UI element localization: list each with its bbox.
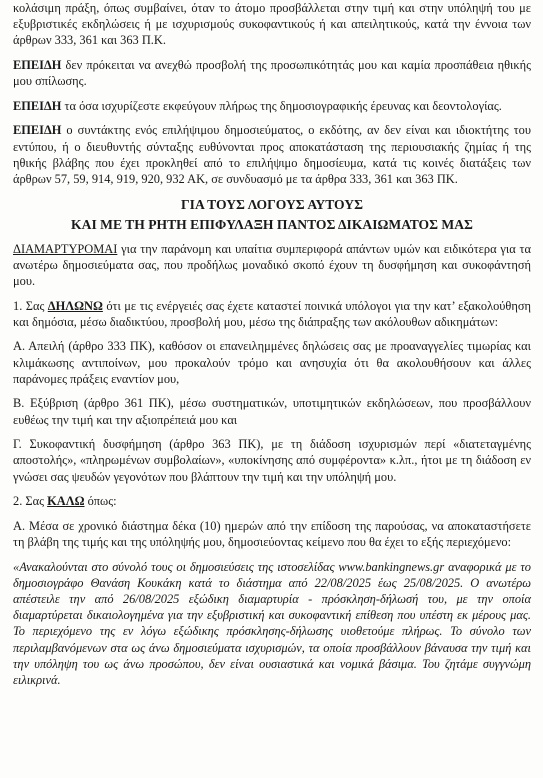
diamartyromai-keyword: ΔΙΑΜΑΡΤΥΡΟΜΑΙ — [13, 241, 118, 256]
item-1-prefix: 1. Σας — [13, 298, 48, 313]
epeidi-keyword: ΕΠΕΙΔΗ — [13, 98, 62, 113]
epeidi-keyword: ΕΠΕΙΔΗ — [13, 123, 62, 138]
quote-paragraph — [13, 559, 531, 689]
epeidi-paragraph-1 — [13, 57, 531, 89]
epeidi-text: τα όσα ισχυρίζεστε εκφεύγουν πλήρως της δημοσιογραφικής έρευνας και δεοντολογίας. — [61, 98, 502, 113]
item-g-text: Γ. Συκοφαντική δυσφήμηση (άρθρο 363 ΠΚ), με τη διάδοση ισχυρισμών περί «διατεταγμένης αποστολής», «πληρωμένων συμβολαίων», «υποκίνησης από συμφέροντα» κ.λπ., ήτοι με τη διάδοση εν γνώσει σας ψευδών γεγονότων που βλάπτουν την τιμή και την υπόληψή μου. — [13, 437, 531, 484]
epeidi-keyword: ΕΠΕΙΔΗ — [13, 58, 62, 72]
epeidi-text: ο συντάκτης ενός επιλήψιμου δημοσιεύματος, ο εκδότης, αν δεν είναι και ιδιοκτήτης του εντύπου, ή ο διευθυντής σύνταξης ευθύνονται προς αποκατάσταση της περιουσιακής ζημίας ή της ηθικής βλάβης που έχει προκληθεί από το επιλήψιμο δημοσίευμα, κατά τις κοινές διατάξεις των άρθρων 57, 59, 914, 919, 920, 932 ΑΚ, σε συνδυασμό με τα άρθρα 333, 361 και 363 ΠΚ. — [13, 123, 531, 186]
item-b-paragraph — [13, 395, 531, 427]
intro-paragraph — [13, 0, 531, 49]
item-a-text: Α. Απειλή (άρθρο 333 ΠΚ), καθόσον οι επανειλημμένες δηλώσεις σας με προαναγγελίες τιμωρίας και κλιμάκωσης αντιποίνων, μου προκαλούν τρόμο και ανησυχία ότι θα ακολουθήσουν και άλλες παράνομες πράξεις εναντίον μου, — [13, 339, 531, 386]
epeidi-text: δεν πρόκειται να ανεχθώ προσβολή της προσωπικότητάς μου και καμία προσπάθεια ηθικής μου σπίλωσης. — [13, 58, 531, 89]
section-title-line-2: ΚΑΙ ΜΕ ΤΗ ΡΗΤΗ ΕΠΙΦΥΛΑΞΗ ΠΑΝΤΟΣ ΔΙΚΑΙΩΜΑΤΟΣ ΜΑΣ — [71, 216, 473, 232]
item-1-keyword: ΔΗΛΩΝΩ — [47, 298, 103, 313]
epeidi-paragraph-2 — [13, 98, 531, 114]
item-2-text: όπως: — [84, 494, 117, 509]
diamartyromai-text: για την παράνομη και υπαίτια συμπεριφορά απάντων υμών και ειδικότερα για τα ανωτέρω δημοσιεύματα σας, που προδήλως μοναδικό σκοπό έχουν τη δυσφήμηση και συκοφάντησή μου. — [13, 241, 531, 288]
document-body — [13, 0, 531, 697]
item-1-paragraph — [13, 298, 531, 330]
item-2-prefix: 2. Σας — [13, 494, 48, 509]
item-2-paragraph — [13, 493, 531, 509]
item-1-text: ότι με τις ενέργειές σας έχετε καταστεί ποινικά υπόλογοι για την κατ’ εξακολούθηση και δημόσια, μέσω διαδικτύου, προσβολή μου, μέσω της διάπραξης των ακόλουθων αδικημάτων: — [13, 298, 531, 329]
item-b-text: Β. Εξύβριση (άρθρο 361 ΠΚ), μέσω συστηματικών, υποτιμητικών εκδηλώσεων, που προσβάλλουν ευθέως την τιμή και την αξιοπρέπειά μου και — [13, 396, 531, 427]
diamartyromai-paragraph — [13, 241, 531, 290]
item-g-paragraph — [13, 436, 531, 485]
item-2a-paragraph — [13, 518, 531, 550]
epeidi-paragraph-3 — [13, 122, 531, 187]
section-title-line-1: ΓΙΑ ΤΟΥΣ ΛΟΓΟΥΣ ΑΥΤΟΥΣ — [181, 196, 363, 212]
item-2-keyword: ΚΑΛΩ — [47, 494, 85, 509]
item-a-paragraph — [13, 338, 531, 387]
quote-text: «Ανακαλούνται στο σύνολό τους οι δημοσιεύσεις της ιστοσελίδας www.bankingnews.gr αναφορικά με το δημοσιογράφο Θανάση Κουκάκη κατά το διάστημα από 22/08/2025 έως 25/08/2025. Ο ανωτέρω απέστειλε την από 26/08/2025 εξώδικη διαμαρτυρία - πρόσκληση-δήλωσή του, με την οποία διαμαρτύρεται δικαιολογημένα για την εξυβριστική και συκοφαντική επίθεση που υπέστη εκ μέρους μας. Το περιεχόμενο της εν λόγω εξώδικης πρόσκλησης-δήλωσης υιοθετούμε πλήρως. Το σύνολο των περιλαμβανόμενων στα ως άνω δημοσιεύματα ισχυρισμών, τα οποία προσβάλλουν βάναυσα την τιμή και την υπόληψη του ως άνω προσώπου, δεν είναι ουσιαστικά και νομικά βάσιμα. Του ζητάμε συγγνώμη ειλικρινά. — [13, 559, 531, 687]
item-2a-text: Α. Μέσα σε χρονικό διάστημα δέκα (10) ημερών από την επίδοση της παρούσας, να αποκαταστήσετε τη βλάβη της τιμής και της υπόληψής μου, δημοσιεύοντας κείμενο που θα έχει το εξής περιεχόμενο: — [13, 518, 531, 549]
intro-text: κολάσιμη πράξη, όπως συμβαίνει, όταν το άτομο προσβάλλεται στην τιμή και στην υπόληψή του με εξυβριστικές εκδηλώσεις ή με ισχυρισμούς συκοφαντικούς ή και απειλητικούς, κατά την έννοια των άρθρων 333, 361 και 363 Π.Κ. — [13, 1, 531, 48]
